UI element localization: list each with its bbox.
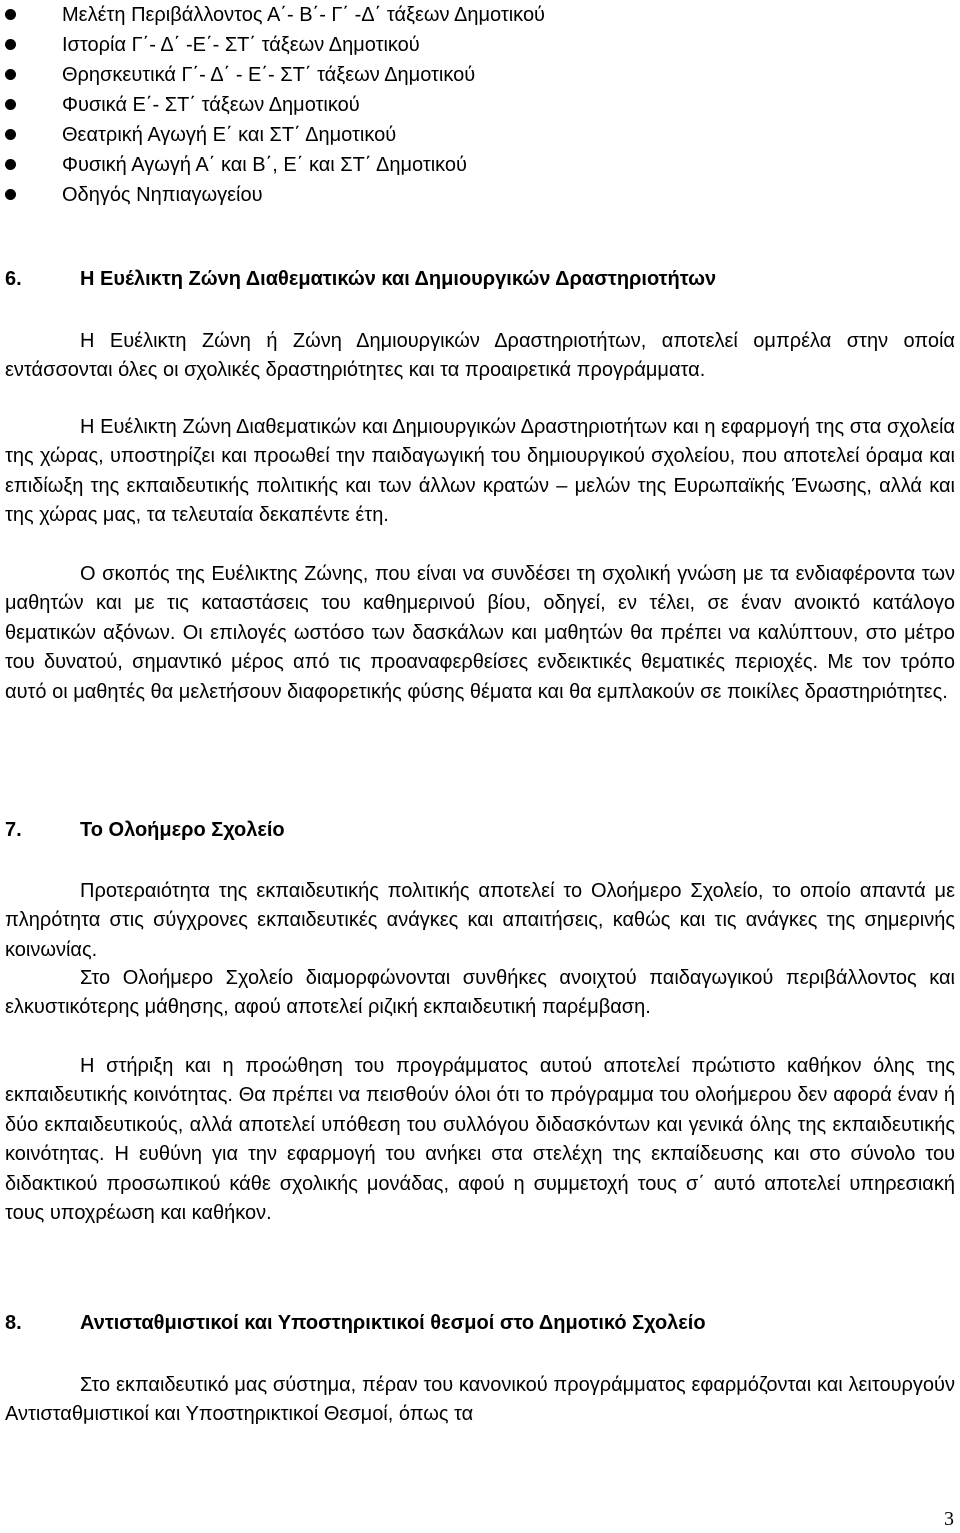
paragraph: Προτεραιότητα της εκπαιδευτικής πολιτικής αποτελεί το Ολοήμερο Σχολείο, το οποίο απαντά με πληρότητα στις σύγχρονες εκπαιδευτικές ανάγκες και απαιτήσεις, καθώς και τις ανάγκες της σημερινής κοινωνίας.: [5, 880, 955, 961]
paragraph: Στο εκπαιδευτικό μας σύστημα, πέραν του κανονικού προγράμματος εφαρμόζονται και λειτουργούν Αντισταθμιστικοί και Υποστηρικτικοί Θεσμοί, όπως τα: [5, 1374, 955, 1426]
list-item: Φυσικά Ε΄- ΣΤ΄ τάξεων Δημοτικού: [0, 90, 545, 120]
bullet-icon: [5, 129, 16, 140]
section-title: Η Ευέλικτη Ζώνη Διαθεματικών και Δημιουργικών Δραστηριοτήτων: [80, 268, 717, 290]
subject-list: [0, 0, 545, 210]
bullet-icon: [5, 9, 16, 20]
paragraph: Η στήριξη και η προώθηση του προγράμματος αυτού αποτελεί πρώτιστο καθήκον όλης της εκπαιδευτικής κοινότητας. Θα πρέπει να πεισθούν όλοι ότι το πρόγραμμα του ολοήμερου δεν αφορά έναν ή δύο εκπαιδευτικούς, αλλά αποτελεί υπόθεση του συλλόγου διδασκόντων και γενικά όλης της εκπαιδευτικής κοινότητας. Η ευθύνη για την εφαρμογή του ανήκει στα στελέχη της εκπαίδευσης και στο σύνολο του διδακτικού προσωπικού κάθε σχολικής μονάδας, αφού η συμμετοχή τους σ΄ αυτό αποτελεί υπηρεσιακή τους υποχρέωση και καθήκον.: [5, 1055, 955, 1225]
section-heading-8: [5, 1312, 706, 1335]
bullet-icon: [5, 69, 16, 80]
bullet-icon: [5, 99, 16, 110]
paragraph: Στο Ολοήμερο Σχολείο διαμορφώνονται συνθήκες ανοιχτού παιδαγωγικού περιβάλλοντος και ελκυστικότερης μάθησης, αφού αποτελεί ριζική εκπαιδευτική παρέμβαση.: [5, 967, 955, 1019]
section-title: Αντισταθμιστικοί και Υποστηρικτικοί θεσμοί στο Δημοτικό Σχολείο: [80, 1312, 706, 1334]
paragraph: Η Ευέλικτη Ζώνη ή Ζώνη Δημιουργικών Δραστηριοτήτων, αποτελεί ομπρέλα στην οποία εντάσσονται όλες οι σχολικές δραστηριότητες και τα προαιρετικά προγράμματα.: [5, 330, 955, 382]
bullet-icon: [5, 39, 16, 50]
paragraph: Η Ευέλικτη Ζώνη Διαθεματικών και Δημιουργικών Δραστηριοτήτων και η εφαρμογή της στα σχολεία της χώρας, υποστηρίζει και προωθεί την παιδαγωγική του δημιουργικού σχολείου, που αποτελεί όραμα και επιδίωξη της εκπαιδευτικής πολιτικής και των άλλων κρατών – μελών της Ευρωπαϊκής Ένωσης, αλλά και της χώρας μας, τα τελευταία δεκαπέντε έτη.: [5, 416, 955, 527]
bullet-icon: [5, 159, 16, 170]
section-number: 7.: [5, 819, 22, 841]
list-item: Θεατρική Αγωγή Ε΄ και ΣΤ΄ Δημοτικού: [0, 120, 545, 150]
list-item: Θρησκευτικά Γ΄- Δ΄ - Ε΄- ΣΤ΄ τάξεων Δημοτικού: [0, 60, 545, 90]
section-number: 6.: [5, 268, 22, 290]
section-number: 8.: [5, 1312, 22, 1334]
list-item: Οδηγός Νηπιαγωγείου: [0, 180, 545, 210]
section-title: Το Ολοήμερο Σχολείο: [80, 819, 285, 841]
list-item: Φυσική Αγωγή Α΄ και Β΄, Ε΄ και ΣΤ΄ Δημοτικού: [0, 150, 545, 180]
list-item: Ιστορία Γ΄- Δ΄ -Ε΄- ΣΤ΄ τάξεων Δημοτικού: [0, 30, 545, 60]
section-heading-7: [5, 819, 285, 842]
section-heading-6: [5, 268, 716, 291]
list-item: Μελέτη Περιβάλλοντος Α΄- Β΄- Γ΄ -Δ΄ τάξεων Δημοτικού: [0, 0, 545, 30]
paragraph: Ο σκοπός της Ευέλικτης Ζώνης, που είναι να συνδέσει τη σχολική γνώση με τα ενδιαφέροντα των μαθητών και με τις καταστάσεις του καθημερινού βίου, οδηγεί, εν τέλει, σε έναν ανοικτό κατάλογο θεματικών αξόνων. Οι επιλογές ωστόσο των δασκάλων και μαθητών θα πρέπει να καλύπτουν, στο μέτρο του δυνατού, σημαντικό μέρος από τις προαναφερθείσες ενδεικτικές θεματικές περιοχές. Με τον τρόπο αυτό οι μαθητές θα μελετήσουν διαφορετικής φύσης θέματα και θα εμπλακούν σε ποικίλες δραστηριότητες.: [5, 563, 955, 703]
page-number: 3: [944, 1508, 954, 1530]
bullet-icon: [5, 189, 16, 200]
